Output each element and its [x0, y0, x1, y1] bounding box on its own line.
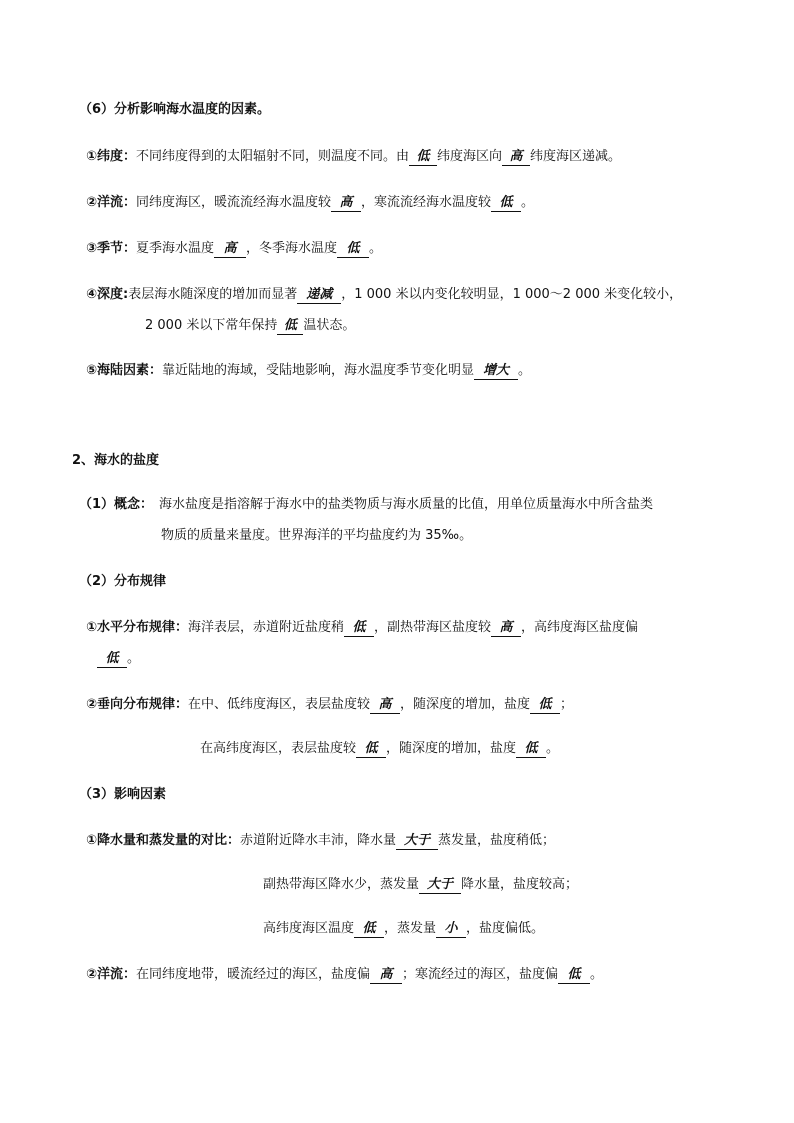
- precip-evap: [86, 832, 555, 850]
- factors-title: （3）影响因素: [79, 787, 167, 802]
- answer-blank: 低: [356, 741, 386, 758]
- answer-blank: 低: [97, 651, 127, 668]
- text: 纬度海区递减。: [530, 149, 622, 164]
- horizontal-rule: [86, 619, 638, 637]
- item-label: ①水平分布规律：: [86, 620, 189, 635]
- item-label: ②洋流：: [86, 967, 137, 982]
- item-label: ④深度:: [86, 287, 129, 302]
- answer-blank: 低: [516, 741, 546, 758]
- item-label: ①纬度：: [86, 149, 137, 164]
- item-label: （1）概念：: [79, 497, 154, 512]
- text: 海洋表层，赤道附近盐度稍: [188, 620, 345, 635]
- answer-blank: 高: [370, 697, 400, 714]
- answer-blank: 低: [344, 620, 374, 637]
- text: ，高纬度海区盐度偏: [521, 620, 639, 635]
- text: 。: [127, 651, 141, 666]
- text: ，寒流流经海水温度较: [361, 195, 492, 210]
- text: 在高纬度海区，表层盐度较: [200, 741, 357, 756]
- item-label: ③季节：: [86, 241, 137, 256]
- text: 。: [546, 741, 560, 756]
- text: 副热带海区降水少，蒸发量: [263, 877, 420, 892]
- text: 同纬度海区，暖流流经海水温度较: [136, 195, 332, 210]
- item-season: [86, 240, 382, 258]
- precip-evap-2: [263, 876, 578, 894]
- distribution-title: （2）分布规律: [79, 574, 167, 589]
- text: ，蒸发量: [384, 921, 437, 936]
- text: 靠近陆地的海域，受陆地影响，海水温度季节变化明显: [162, 363, 475, 378]
- answer-blank: 低: [409, 149, 437, 166]
- text: ；: [560, 697, 574, 712]
- text: 在中、低纬度海区，表层盐度较: [188, 697, 371, 712]
- item-land-sea: [86, 362, 531, 380]
- answer-blank: 低: [277, 318, 303, 335]
- text: 2 000 米以下常年保持: [145, 318, 278, 333]
- item-depth: [86, 286, 682, 304]
- text: ，冬季海水温度: [246, 241, 338, 256]
- text: 。: [369, 241, 383, 256]
- text: 在同纬度地带，暖流经过的海区，盐度偏: [136, 967, 371, 982]
- item-label: ②洋流：: [86, 195, 137, 210]
- text: 。: [518, 363, 532, 378]
- vertical-rule: [86, 696, 573, 714]
- text: 夏季海水温度: [136, 241, 215, 256]
- text: 蒸发量，盐度稍低；: [438, 833, 556, 848]
- text: ，1 000 米以内变化较明显，1 000～2 000 米变化较小，: [341, 287, 683, 302]
- concept-cont: 物质的质量来量度。世界海洋的平均盐度约为 35‰。: [161, 528, 473, 543]
- ocean-current: [86, 966, 603, 984]
- item-latitude: [86, 148, 621, 166]
- answer-blank: 大于: [419, 877, 461, 894]
- horizontal-rule-cont: [97, 650, 140, 668]
- answer-blank: 低: [558, 967, 590, 984]
- precip-evap-3: [263, 920, 544, 938]
- answer-blank: 高: [370, 967, 402, 984]
- answer-blank: 低: [337, 241, 369, 258]
- answer-blank: 低: [354, 921, 384, 938]
- section-2-title: 2、海水的盐度: [72, 453, 160, 468]
- text: 纬度海区向: [437, 149, 503, 164]
- answer-blank: 低: [530, 697, 560, 714]
- text: ，盐度偏低。: [466, 921, 545, 936]
- text: 降水量，盐度较高；: [461, 877, 579, 892]
- answer-blank: 低: [491, 195, 521, 212]
- item-label: ①降水量和蒸发量的对比：: [86, 833, 241, 848]
- item-depth-cont: [145, 317, 355, 335]
- answer-blank: 小: [436, 921, 466, 938]
- text: ，副热带海区盐度较: [374, 620, 492, 635]
- text: ；寒流经过的海区，盐度偏: [402, 967, 559, 982]
- answer-blank: 高: [331, 195, 361, 212]
- text: 。: [590, 967, 604, 982]
- text: 表层海水随深度的增加而显著: [128, 287, 298, 302]
- text: ，随深度的增加，盐度: [400, 697, 531, 712]
- concept: [79, 496, 653, 514]
- item-label: ⑤海陆因素：: [86, 363, 163, 378]
- answer-blank: 大于: [396, 833, 438, 850]
- text: 温状态。: [303, 318, 356, 333]
- text: 高纬度海区温度: [263, 921, 355, 936]
- vertical-rule-cont: [200, 740, 559, 758]
- item-current: [86, 194, 534, 212]
- text: 赤道附近降水丰沛，降水量: [240, 833, 397, 848]
- text: 海水盐度是指溶解于海水中的盐类物质与海水质量的比值，用单位质量海水中所含盐类: [159, 497, 654, 512]
- text: 不同纬度得到的太阳辐射不同，则温度不同。由: [136, 149, 410, 164]
- item-label: ②垂向分布规律：: [86, 697, 189, 712]
- answer-blank: 递减: [297, 287, 341, 304]
- answer-blank: 增大: [474, 363, 518, 380]
- answer-blank: 高: [214, 241, 246, 258]
- text: 。: [521, 195, 535, 210]
- section-6-title: （6）分析影响海水温度的因素。: [79, 102, 271, 117]
- text: ，随深度的增加，盐度: [386, 741, 517, 756]
- answer-blank: 高: [502, 149, 530, 166]
- answer-blank: 高: [491, 620, 521, 637]
